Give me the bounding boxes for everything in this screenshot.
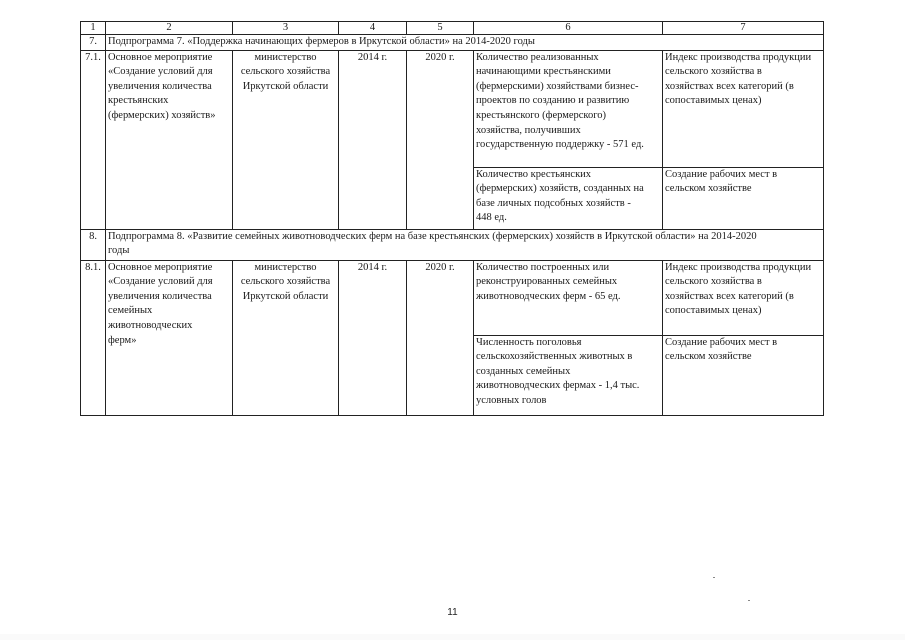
subprogram-number: 8. [81,229,106,260]
scan-speck [748,600,750,601]
activity-start-year: 2014 г. [339,50,407,229]
subprogram-number: 7. [81,35,106,51]
activity-end-year: 2020 г. [407,50,474,229]
column-numbers-row [81,22,824,35]
activity-description: Основное мероприятие «Создание условий для увеличения количества семейных животноводческих ферм» [106,260,233,415]
subprogram-row [81,35,824,51]
activity-description: Основное мероприятие «Создание условий для увеличения количества крестьянских (фермерских) хозяйств» [106,50,233,229]
column-number: 1 [81,22,106,35]
page-number: 11 [447,607,458,618]
program-table [80,21,824,416]
scan-edge [0,634,905,640]
activity-end-year: 2020 г. [407,260,474,415]
activity-row [81,260,824,335]
activity-executor: министерство сельского хозяйства Иркутской области [233,260,339,415]
column-number: 4 [339,22,407,35]
column-number: 2 [106,22,233,35]
document-sheet [80,21,824,416]
column-number: 7 [663,22,824,35]
activity-executor: министерство сельского хозяйства Иркутской области [233,50,339,229]
activity-row [81,50,824,167]
expected-result: Количество построенных или реконструированных семейных животноводческих ферм - 65 ед. [474,260,663,335]
expected-result: Численность поголовья сельскохозяйственных животных в созданных семейных животноводческих фермах - 1,4 тыс. условных голов [474,335,663,415]
column-number: 6 [474,22,663,35]
target-indicator: Создание рабочих мест в сельском хозяйстве [663,167,824,229]
subprogram-title: Подпрограмма 8. «Развитие семейных животноводческих ферм на базе крестьянских (фермерских) хозяйств в Иркутской области» на 2014-2020 годы [106,229,824,260]
target-indicator: Создание рабочих мест в сельском хозяйстве [663,335,824,415]
target-indicator: Индекс производства продукции сельского хозяйства в хозяйствах всех категорий (в сопоставимых ценах) [663,260,824,335]
column-number: 3 [233,22,339,35]
scan-speck [713,577,715,578]
expected-result: Количество крестьянских (фермерских) хозяйств, созданных на базе личных подсобных хозяйств - 448 ед. [474,167,663,229]
target-indicator: Индекс производства продукции сельского хозяйства в хозяйствах всех категорий (в сопоставимых ценах) [663,50,824,167]
column-number: 5 [407,22,474,35]
activity-start-year: 2014 г. [339,260,407,415]
subprogram-title: Подпрограмма 7. «Поддержка начинающих фермеров в Иркутской области» на 2014-2020 годы [106,35,824,51]
subprogram-row [81,229,824,260]
expected-result: Количество реализованных начинающими крестьянскими (фермерскими) хозяйствами бизнес- проектов по созданию и развитию крестьянского (фермерского) хозяйства, получивших государственную поддержку - 571 ед. [474,50,663,167]
activity-number: 7.1. [81,50,106,229]
activity-number: 8.1. [81,260,106,415]
